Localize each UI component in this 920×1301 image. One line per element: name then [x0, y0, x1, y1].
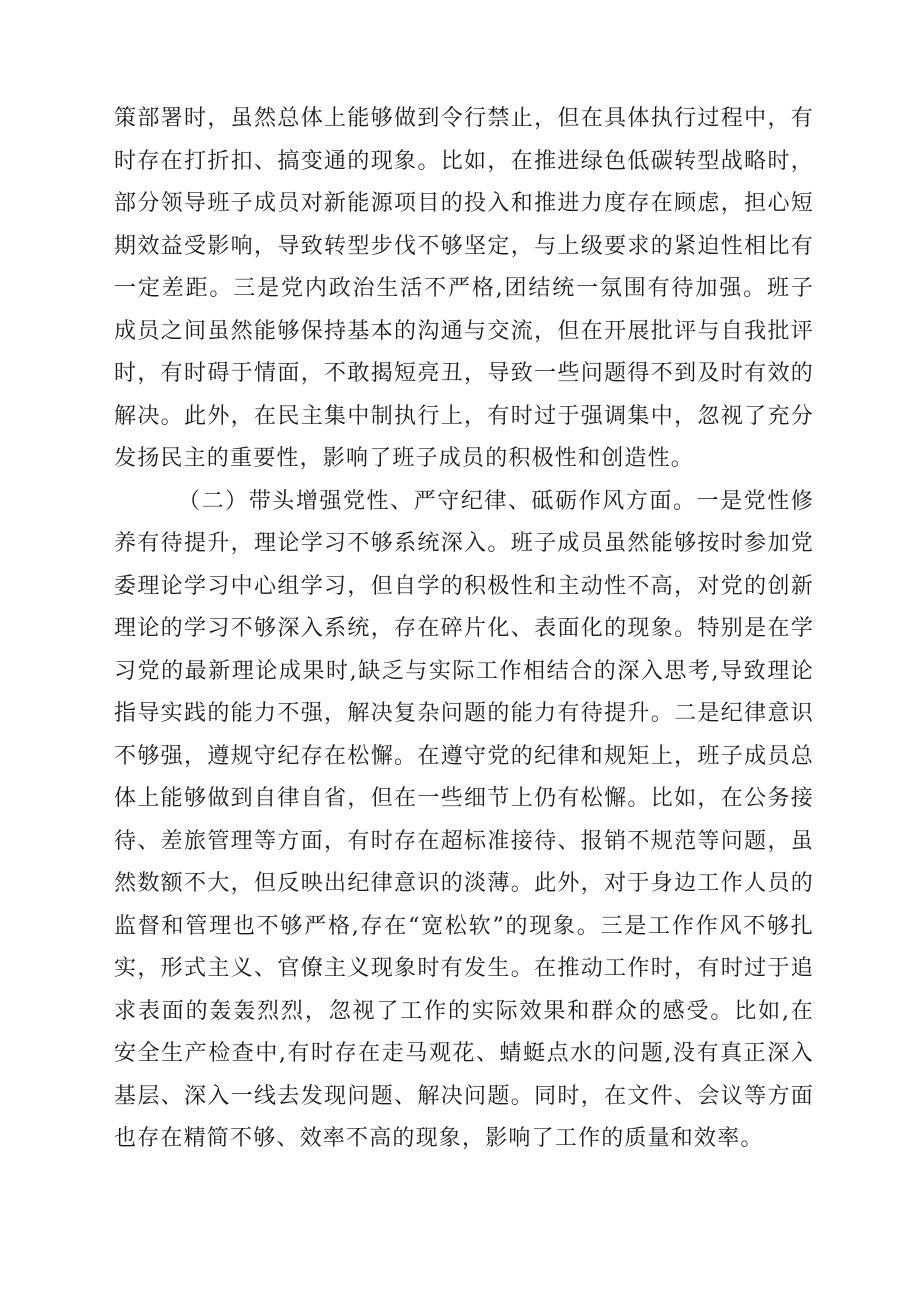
- paragraph-continued: 策部署时，虽然总体上能够做到令行禁止，但在具体执行过程中，有时存在打折扣、搞变通的现象。比如，在推进绿色低碳转型战略时，部分领导班子成员对新能源项目的投入和推进力度存在顾虑，担心短期效益受影响，导致转型步伐不够坚定，与上级要求的紧迫性相比有一定差距。三是党内政治生活不严格,团结统一氛围有待加强。班子成员之间虽然能够保持基本的沟通与交流，但在开展批评与自我批评时，有时碍于情面，不敢揭短亮丑，导致一些问题得不到及时有效的解决。此外，在民主集中制执行上，有时过于强调集中，忽视了充分发扬民主的重要性，影响了班子成员的积极性和创造性。: [114, 106, 814, 471]
- body-text: [114, 98, 814, 1161]
- paragraph-section-two: （二）带头增强党性、严守纪律、砥砺作风方面。一是党性修养有待提升，理论学习不够系统深入。班子成员虽然能够按时参加党委理论学习中心组学习，但自学的积极性和主动性不高，对党的创新理论的学习不够深入系统，存在碎片化、表面化的现象。特别是在学习党的最新理论成果时,缺乏与实际工作相结合的深入思考,导致理论指导实践的能力不强，解决复杂问题的能力有待提升。二是纪律意识不够强，遵规守纪存在松懈。在遵守党的纪律和规矩上，班子成员总体上能够做到自律自省，但在一些细节上仍有松懈。比如，在公务接待、差旅管理等方面，有时存在超标准接待、报销不规范等问题，虽然数额不大，但反映出纪律意识的淡薄。此外，对于身边工作人员的监督和管理也不够严格,存在“宽松软”的现象。三是工作作风不够扎实，形式主义、官僚主义现象时有发生。在推动工作时，有时过于追求表面的轰轰烈烈，忽视了工作的实际效果和群众的感受。比如,在安全生产检查中,有时存在走马观花、蜻蜓点水的问题,没有真正深入基层、深入一线去发现问题、解决问题。同时，在文件、会议等方面也存在精简不够、效率不高的现象，影响了工作的质量和效率。: [114, 488, 814, 1151]
